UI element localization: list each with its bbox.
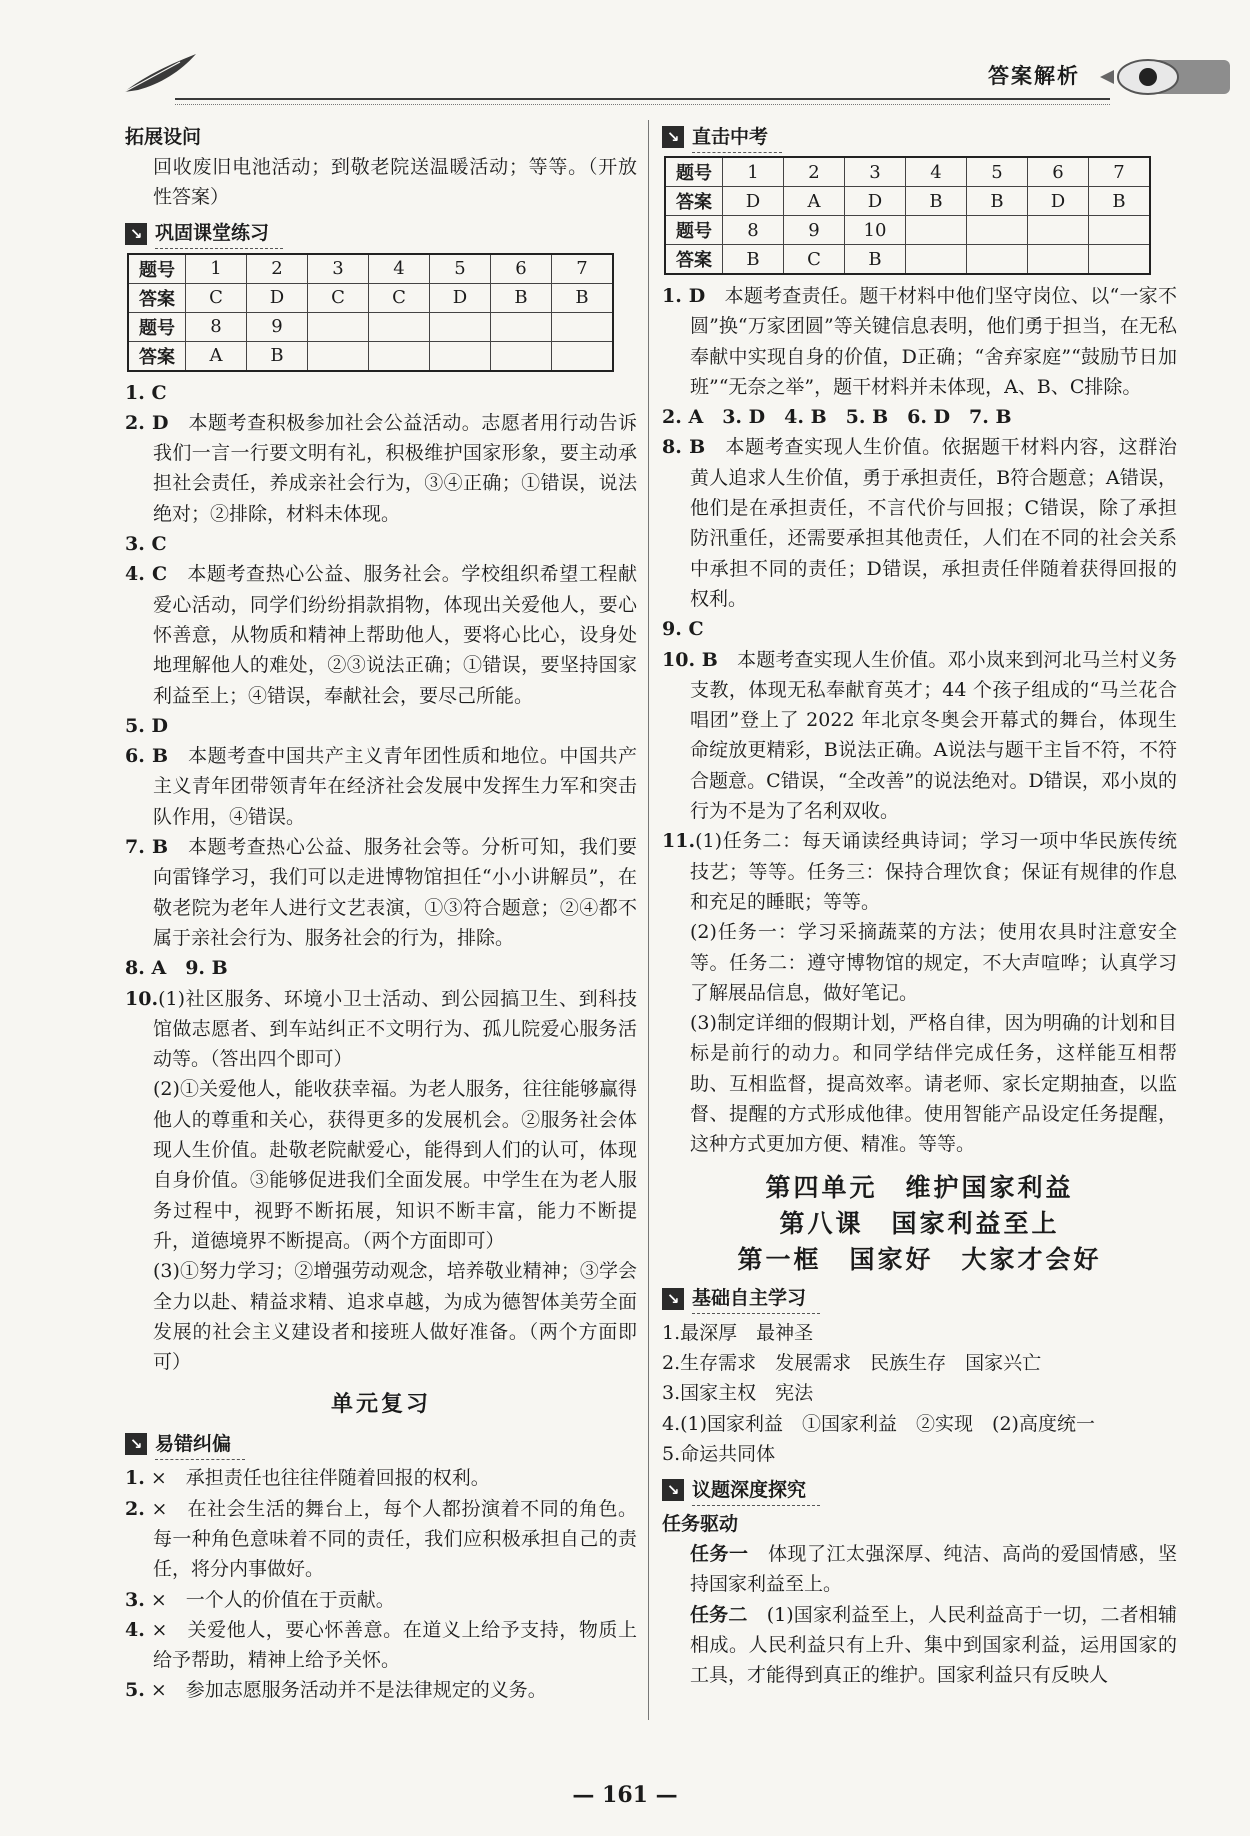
answer-item: 7. B 本题考查热心公益、服务社会等。分析可知，我们要向雷锋学习，我们可以走进博物馆担任“小小讲解员”，在敬老院为老年人进行文艺表演，①③符合题意；②④都不属于亲社会行为、服务社会的行为，排除。 [125, 836, 637, 949]
answer-paragraph: (3)①努力学习；②增强劳动观念，培养敬业精神；③学会全力以赴、精益求精、追求卓越，为成为德智体美劳全面发展的社会主义建设者和接班人做好准备。（两个方面即可） [153, 1260, 637, 1374]
right-column [662, 122, 1177, 1691]
table-row: 题号 1 2 3 4 5 6 7 [665, 157, 1150, 187]
explore-heading: ↘ 议题深度探究 [662, 1475, 1177, 1505]
task-item: 任务一 体现了江太强深厚、纯洁、高尚的爱国情感，坚持国家利益至上。 [690, 1543, 1177, 1596]
table-row: 题号 8 9 [128, 312, 613, 341]
consolidate-heading: ↘ 巩固课堂练习 [125, 219, 637, 249]
frame-title: 第一框 国家好 大家才会好 [737, 1244, 1102, 1274]
task-drive-label: 任务驱动 [662, 1513, 739, 1536]
answer-paragraph: (2)①关爱他人，能收获幸福。为老人服务，往往能够赢得他人的尊重和关心，获得更多的发展机会。②服务社会体现人生价值。赴敬老院献爱心，能得到人们的认可，体现自身价值。③能够促进我们全面发展。中学生在为老人服务过程中，视野不断拓展，知识不断丰富，能力不断提升，道德境界不断提高。（两个方面即可） [153, 1078, 637, 1252]
list-item: 1.最深厚 最神圣 [662, 1321, 814, 1344]
list-item: 3.国家主权 宪法 [662, 1382, 814, 1405]
error-item: 5. × 参加志愿服务活动并不是法律规定的义务。 [125, 1679, 547, 1702]
answer-item: 4. C 本题考查热心公益、服务社会。学校组织希望工程献爱心活动，同学们纷纷捐款捐物，体现出关爱他人，要心怀善意，从物质和精神上帮助他人，要将心比心，设身处地理解他人的难处，②③说法正确；①错误，要坚持国家利益至上；④错误，奉献社会，要尽己所能。 [125, 563, 637, 707]
arrow-icon: ↘ [662, 1479, 684, 1501]
answer-item: 8. A 9. B [125, 957, 228, 980]
table-row: 答案 A B [128, 341, 613, 371]
answer-item: 9. C [662, 618, 704, 641]
eye-logo-icon [1100, 54, 1230, 100]
error-item: 4. × 关爱他人，要心怀善意。在道义上给予支持，物质上给予帮助，精神上给予关怀。 [125, 1618, 637, 1672]
list-item: 5.命运共同体 [662, 1442, 776, 1465]
arrow-icon: ↘ [662, 126, 684, 148]
answer-item: 11.(1)任务二：每天诵读经典诗词；学习一项中华民族传统技艺；等等。任务三：保持合理饮食；保证有规律的作息和充足的睡眠；等等。 [662, 830, 1177, 913]
unit-title: 第四单元 维护国家利益 [765, 1172, 1074, 1202]
answer-item: 1. C [125, 381, 167, 404]
list-item: 4.(1)国家利益 ①国家利益 ②实现 (2)高度统一 [662, 1412, 1095, 1435]
arrow-icon: ↘ [125, 1433, 147, 1455]
list-item: 2.生存需求 发展需求 民族生存 国家兴亡 [662, 1351, 1042, 1374]
arrow-icon: ↘ [662, 1288, 684, 1310]
lesson-title: 第八课 国家利益至上 [779, 1208, 1060, 1238]
answer-item: 10. B 本题考查实现人生价值。邓小岚来到河北马兰村义务支教，体现无私奉献育英才；44 个孩子组成的“马兰花合唱团”登上了 2022 年北京冬奥会开幕式的舞台，体现生命绽放更精彩，B说法正确。A说法与题干主旨不符，不符合题意。C错误，“全改善”的说法绝对。D错误，邓小岚的行为不是为了名利双收。 [662, 648, 1177, 823]
expand-heading: 拓展设问 [125, 126, 202, 148]
answer-paragraph: (2)任务一：学习采摘蔬菜的方法；使用农具时注意安全等。任务二：遵守博物馆的规定，不大声喧哗；认真学习了解展品信息，做好笔记。 [690, 921, 1177, 1004]
page-number: — 161 — [572, 1782, 678, 1808]
page-header [120, 48, 1230, 110]
exam-heading: ↘ 直击中考 [662, 122, 1177, 152]
table-row: 题号 8 9 10 [665, 216, 1150, 245]
table-row: 答案 D A D B B D B [665, 187, 1150, 216]
answer-item: 8. B 本题考查实现人生价值。依据题干材料内容，这群治黄人追求人生价值，勇于承担责任，B符合题意；A错误，他们是在承担责任，不言代价与回报；C错误，除了承担防汛重任，还需要承担其他责任，人们在不同的社会关系中承担不同的责任；D错误，承担责任伴随着获得回报的权利。 [662, 436, 1177, 610]
table-row: 题号 1 2 3 4 5 6 7 [128, 254, 613, 284]
table-row: 答案 C D C C D B B [128, 283, 613, 312]
feather-icon [120, 50, 200, 96]
task-item: 任务二 (1)国家利益至上，人民利益高于一切，二者相辅相成。人民利益只有上升、集中到国家利益，运用国家的工具，才能得到真正的维护。国家利益只有反映人 [690, 1603, 1177, 1687]
expand-text: 回收废旧电池活动；到敬老院送温暖活动；等等。（开放性答案） [153, 156, 637, 209]
basic-heading: ↘ 基础自主学习 [662, 1284, 1177, 1314]
answer-item: 2. A 3. D 4. B 5. B 6. D 7. B [662, 406, 1012, 429]
review-title: 单元复习 [330, 1392, 431, 1418]
error-item: 1. × 承担责任也往往伴随着回报的权利。 [125, 1467, 490, 1490]
answer-table-left [127, 253, 614, 372]
column-divider [648, 120, 649, 1720]
table-row: 答案 B C B [665, 245, 1150, 275]
error-heading: ↘ 易错纠偏 [125, 1429, 637, 1459]
arrow-icon: ↘ [125, 223, 147, 245]
answer-table-right [664, 156, 1151, 275]
header-title: 答案解析 [988, 64, 1080, 88]
answer-item: 6. B 本题考查中国共产主义青年团性质和地位。中国共产主义青年团带领青年在经济社会发展中发挥生力军和突击队作用，④错误。 [125, 745, 637, 828]
left-column [125, 122, 637, 1706]
error-item: 3. × 一个人的价值在于贡献。 [125, 1588, 395, 1611]
answer-item: 10.(1)社区服务、环境小卫士活动、到公园搞卫生、到科技馆做志愿者、到车站纠正不文明行为、孤儿院爱心服务活动等。（答出四个即可） [125, 987, 637, 1071]
answer-paragraph: (3)制定详细的假期计划，严格自律，因为明确的计划和目标是前行的动力。和同学结伴完成任务，这样能互相帮助、互相监督，提高效率。请老师、家长定期抽查，以监督、提醒的方式形成他律。使用智能产品设定任务提醒，这种方式更加方便、精准。等等。 [690, 1012, 1177, 1156]
answer-item: 5. D [125, 714, 168, 737]
error-item: 2. × 在社会生活的舞台上，每个人都扮演着不同的角色。每一种角色意味着不同的责任，我们应积极承担自己的责任，将分内事做好。 [125, 1497, 637, 1581]
answer-item: 3. C [125, 533, 167, 556]
answer-item: 1. D 本题考查责任。题干材料中他们坚守岗位、以“一家不圆”换“万家团圆”等关键信息表明，他们勇于担当，在无私奉献中实现自身的价值，D正确；“舍弃家庭”“鼓励节日加班”“无奈之举”，题干材料并未体现，A、B、C排除。 [662, 285, 1177, 398]
answer-item: 2. D 本题考查积极参加社会公益活动。志愿者用行动告诉我们一言一行要文明有礼，积极维护国家形象，要主动承担社会责任，养成亲社会行为，③④正确；①错误，说法绝对；②排除，材料未体现。 [125, 411, 637, 525]
